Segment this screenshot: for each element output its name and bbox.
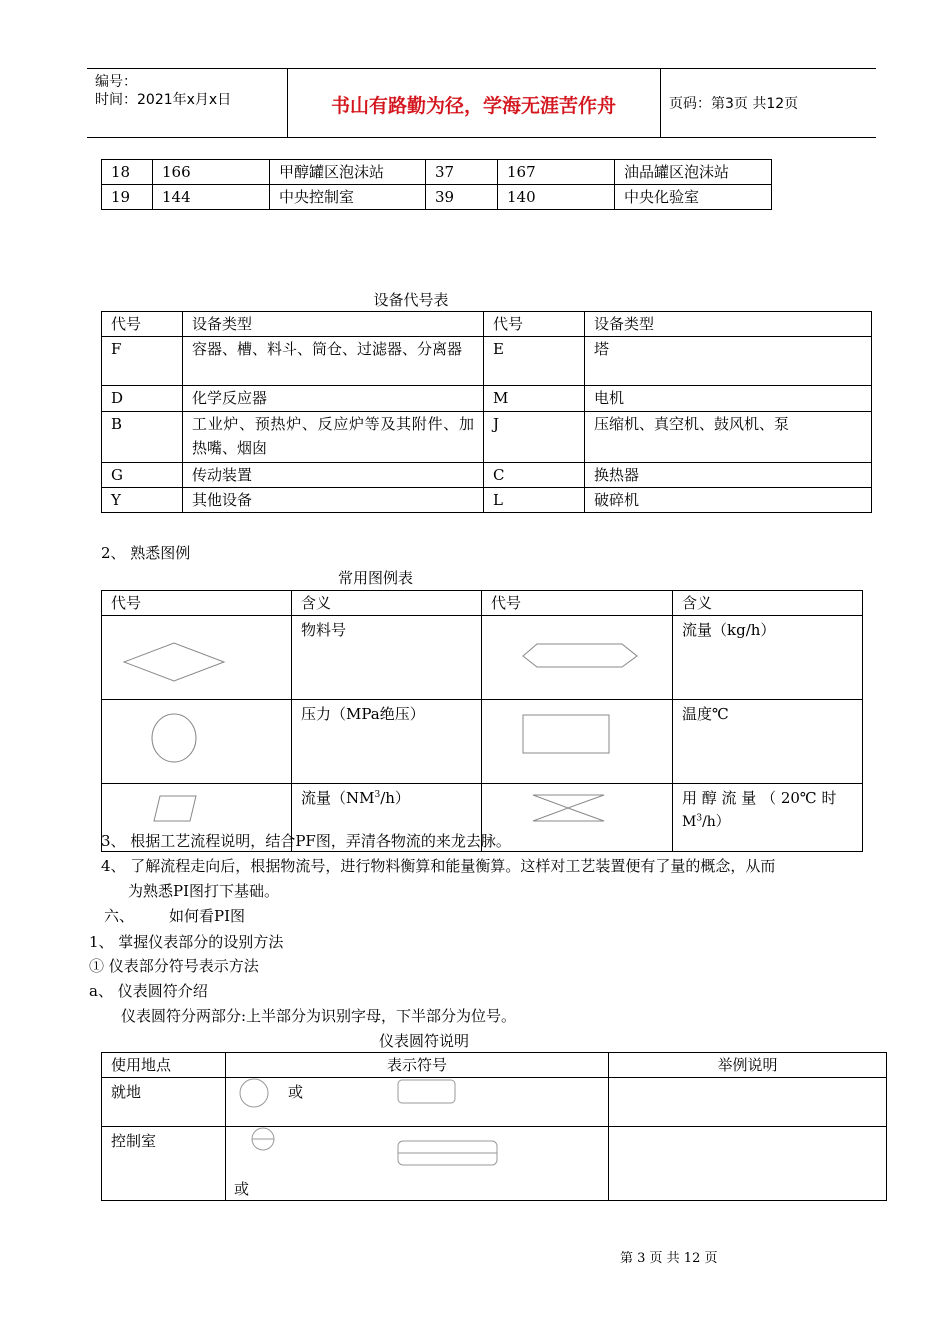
or-text: 或 [234, 1180, 250, 1198]
circle-symbol [102, 700, 292, 776]
table-cell: 破碎机 [585, 488, 872, 513]
column-header: 含义 [673, 591, 863, 616]
table-header-row [102, 312, 872, 337]
section-number: 六、 [104, 907, 135, 925]
header-number: 编号： [95, 74, 137, 90]
table-header-row [102, 1053, 887, 1078]
table-cell: 就地 [102, 1078, 226, 1127]
page-header [87, 68, 876, 138]
table-row [102, 160, 772, 185]
meaning-text: 用 醇 流 量 （ 20℃ 时 [682, 789, 837, 807]
superscript: 3 [374, 790, 381, 800]
control-room-instrument-symbol [226, 1127, 609, 1200]
table-cell: B [102, 412, 183, 463]
field-instrument-symbol [226, 1078, 609, 1126]
header-time: 时间：2021年x月x日 [95, 92, 232, 108]
column-header: 代号 [482, 591, 673, 616]
symbol-cell [226, 1078, 609, 1127]
table-cell: 压力（MPa绝压） [292, 700, 482, 784]
equipment-table-title: 设备代号表 [373, 291, 449, 309]
table-row [102, 185, 772, 210]
or-text: 或 [288, 1083, 304, 1101]
table-cell: 压缩机、真空机、鼓风机、泵 [585, 412, 872, 463]
table-cell: 144 [153, 185, 270, 210]
table-cell: J [484, 412, 585, 463]
column-header: 代号 [102, 591, 292, 616]
superscript: 3 [696, 813, 703, 824]
table-row [102, 1078, 887, 1127]
column-header: 含义 [292, 591, 482, 616]
header-meta [95, 73, 231, 109]
column-header: 代号 [102, 312, 183, 337]
hexagon-symbol [482, 616, 673, 692]
column-header: 设备类型 [183, 312, 484, 337]
table-cell: 140 [498, 185, 615, 210]
table-cell: 电机 [585, 386, 872, 412]
table-cell: C [484, 463, 585, 488]
table-cell: 物料号 [292, 616, 482, 700]
table-cell: 166 [153, 160, 270, 185]
table-row [102, 463, 872, 488]
table-cell: 中央化验室 [615, 185, 772, 210]
meaning-text: 流量（NM [301, 789, 375, 807]
symbol-cell [482, 700, 673, 784]
table-cell: L [484, 488, 585, 513]
symbol-cell [102, 616, 292, 700]
table-cell: 其他设备 [183, 488, 484, 513]
site-table [101, 159, 772, 210]
table-cell: Y [102, 488, 183, 513]
table-cell: 19 [102, 185, 153, 210]
table-cell: 油品罐区泡沫站 [615, 160, 772, 185]
symbol-cell [226, 1127, 609, 1201]
header-page-info: 页码：第3页 共12页 [669, 96, 799, 112]
section-heading: 如何看PI图 [169, 907, 246, 925]
table-cell: F [102, 337, 183, 386]
meaning-text: M [682, 814, 697, 830]
table-row [102, 1127, 887, 1201]
equipment-table [101, 311, 872, 513]
instrument-table-title: 仪表圆符说明 [379, 1032, 470, 1050]
rectangle-symbol [482, 700, 673, 776]
column-header: 举例说明 [609, 1053, 887, 1078]
page-footer: 第 3 页 共 12 页 [620, 1251, 718, 1266]
table-cell: 18 [102, 160, 153, 185]
meaning-text: /h） [702, 814, 730, 830]
table-cell: 39 [426, 185, 498, 210]
paragraph: 仪表圆符分两部分:上半部分为识别字母，下半部分为位号。 [121, 1007, 517, 1025]
table-row [102, 488, 872, 513]
paragraph: 1、 掌握仪表部分的设别方法 [89, 933, 284, 951]
table-cell: G [102, 463, 183, 488]
paragraph: ① 仪表部分符号表示方法 [89, 957, 259, 975]
paragraph: a、 仪表圆符介绍 [89, 982, 208, 1000]
table-cell: 换热器 [585, 463, 872, 488]
table-cell [673, 784, 863, 852]
column-header: 设备类型 [585, 312, 872, 337]
diamond-symbol [102, 616, 292, 692]
table-cell: 化学反应器 [183, 386, 484, 412]
symbol-cell [102, 700, 292, 784]
example-cell [609, 1078, 887, 1127]
table-row [102, 700, 863, 784]
header-motto: 书山有路勤为径，学海无涯苦作舟 [330, 95, 616, 117]
instrument-table [101, 1052, 887, 1201]
table-cell: 甲醇罐区泡沫站 [270, 160, 426, 185]
table-header-row [102, 591, 863, 616]
table-cell: 传动装置 [183, 463, 484, 488]
paragraph: 4、 了解流程走向后，根据物流号，进行物料衡算和能量衡算。这样对工艺装置便有了量的概念，从而 [101, 857, 776, 875]
paragraph: 3、 根据工艺流程说明，结合PF图，弄清各物流的来龙去脉。 [101, 832, 511, 850]
table-row [102, 337, 872, 386]
table-cell: 塔 [585, 337, 872, 386]
table-cell: D [102, 386, 183, 412]
table-cell: 流量（kg/h） [673, 616, 863, 700]
table-cell: 中央控制室 [270, 185, 426, 210]
table-cell: 控制室 [102, 1127, 226, 1201]
table-cell: E [484, 337, 585, 386]
example-cell [609, 1127, 887, 1201]
paragraph: 为熟悉PI图打下基础。 [128, 882, 280, 900]
table-cell: 37 [426, 160, 498, 185]
column-header: 使用地点 [102, 1053, 226, 1078]
column-header: 代号 [484, 312, 585, 337]
section-heading: 2、 熟悉图例 [101, 544, 191, 562]
table-cell: 温度℃ [673, 700, 863, 784]
meaning-text: /h） [380, 789, 410, 807]
table-cell: 工业炉、预热炉、反应炉等及其附件、加热嘴、烟囱 [183, 412, 484, 463]
header-divider [660, 69, 661, 137]
column-header: 表示符号 [226, 1053, 609, 1078]
symbol-cell [482, 616, 673, 700]
table-row [102, 386, 872, 412]
table-cell: M [484, 386, 585, 412]
legend-table-title: 常用图例表 [338, 569, 414, 587]
table-row [102, 412, 872, 463]
table-cell: 容器、槽、料斗、筒仓、过滤器、分离器 [183, 337, 484, 386]
legend-table [101, 590, 863, 852]
table-cell: 167 [498, 160, 615, 185]
table-row [102, 616, 863, 700]
